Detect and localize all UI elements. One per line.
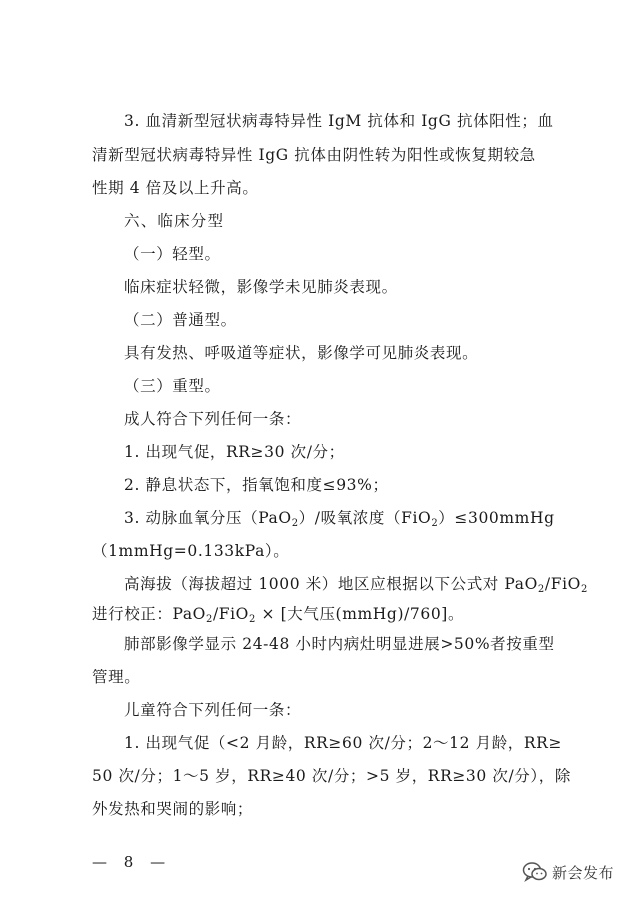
text-segment: 高海拔（海拔超过 1000 米）地区应根据以下公式对 PaO bbox=[124, 575, 538, 593]
text-line: 外发热和哭闹的影响； bbox=[92, 800, 254, 818]
text-line: 性期 4 倍及以上升高。 bbox=[92, 179, 259, 197]
text-line bbox=[0, 574, 640, 594]
wechat-official-account-icon bbox=[522, 861, 548, 883]
text-line: 1. 出现气促，RR≥30 次/分； bbox=[124, 443, 345, 461]
subsection-heading: （三）重型。 bbox=[124, 377, 221, 395]
subscript: 2 bbox=[291, 518, 299, 529]
watermark-text: 新会发布 bbox=[552, 863, 615, 882]
text-line: 清新型冠状病毒特异性 IgG 抗体由阴性转为阳性或恢复期较急 bbox=[92, 146, 536, 164]
text-segment: /FiO bbox=[544, 575, 581, 593]
text-line: 儿童符合下列任何一条： bbox=[124, 701, 302, 719]
subscript: 2 bbox=[431, 518, 439, 529]
text-segment: ）/吸氧浓度（FiO bbox=[298, 509, 432, 527]
text-line: 1. 出现气促（<2 月龄，RR≥60 次/分；2～12 月龄，RR≥ bbox=[124, 734, 563, 752]
watermark bbox=[522, 861, 614, 883]
text-line: （1mmHg=0.133kPa）。 bbox=[92, 542, 290, 560]
text-line: 成人符合下列任何一条： bbox=[124, 410, 302, 428]
subscript: 2 bbox=[249, 614, 256, 625]
subsection-heading: （一）轻型。 bbox=[124, 245, 221, 263]
subsection-heading: （二）普通型。 bbox=[124, 311, 237, 329]
text-line bbox=[0, 604, 640, 624]
text-line: 管理。 bbox=[92, 668, 141, 686]
text-line: 50 次/分；1～5 岁，RR≥40 次/分；>5 岁，RR≥30 次/分），除 bbox=[92, 767, 571, 785]
text-line: 3. 血清新型冠状病毒特异性 IgM 抗体和 IgG 抗体阳性；血 bbox=[124, 112, 554, 130]
text-segment: 进行校正：PaO bbox=[92, 605, 206, 623]
subscript: 2 bbox=[537, 584, 545, 595]
text-line: 肺部影像学显示 24-48 小时内病灶明显进展>50%者按重型 bbox=[124, 635, 555, 653]
section-heading: 六、临床分型 bbox=[124, 212, 225, 230]
subscript: 2 bbox=[580, 584, 588, 595]
text-line: 具有发热、呼吸道等症状，影像学可见肺炎表现。 bbox=[124, 344, 479, 362]
text-segment: ）≤300mmHg bbox=[438, 509, 555, 527]
page-number: — 8 — bbox=[92, 853, 172, 871]
text-segment: × [大气压(mmHg)/760]。 bbox=[255, 605, 465, 623]
text-segment: 3. 动脉血氧分压（PaO bbox=[124, 509, 292, 527]
text-line: 临床症状轻微，影像学未见肺炎表现。 bbox=[124, 278, 398, 296]
subscript: 2 bbox=[205, 614, 213, 625]
text-segment: /FiO bbox=[212, 605, 249, 623]
text-line bbox=[0, 508, 640, 528]
text-line: 2. 静息状态下，指氧饱和度≤93%； bbox=[124, 476, 389, 494]
